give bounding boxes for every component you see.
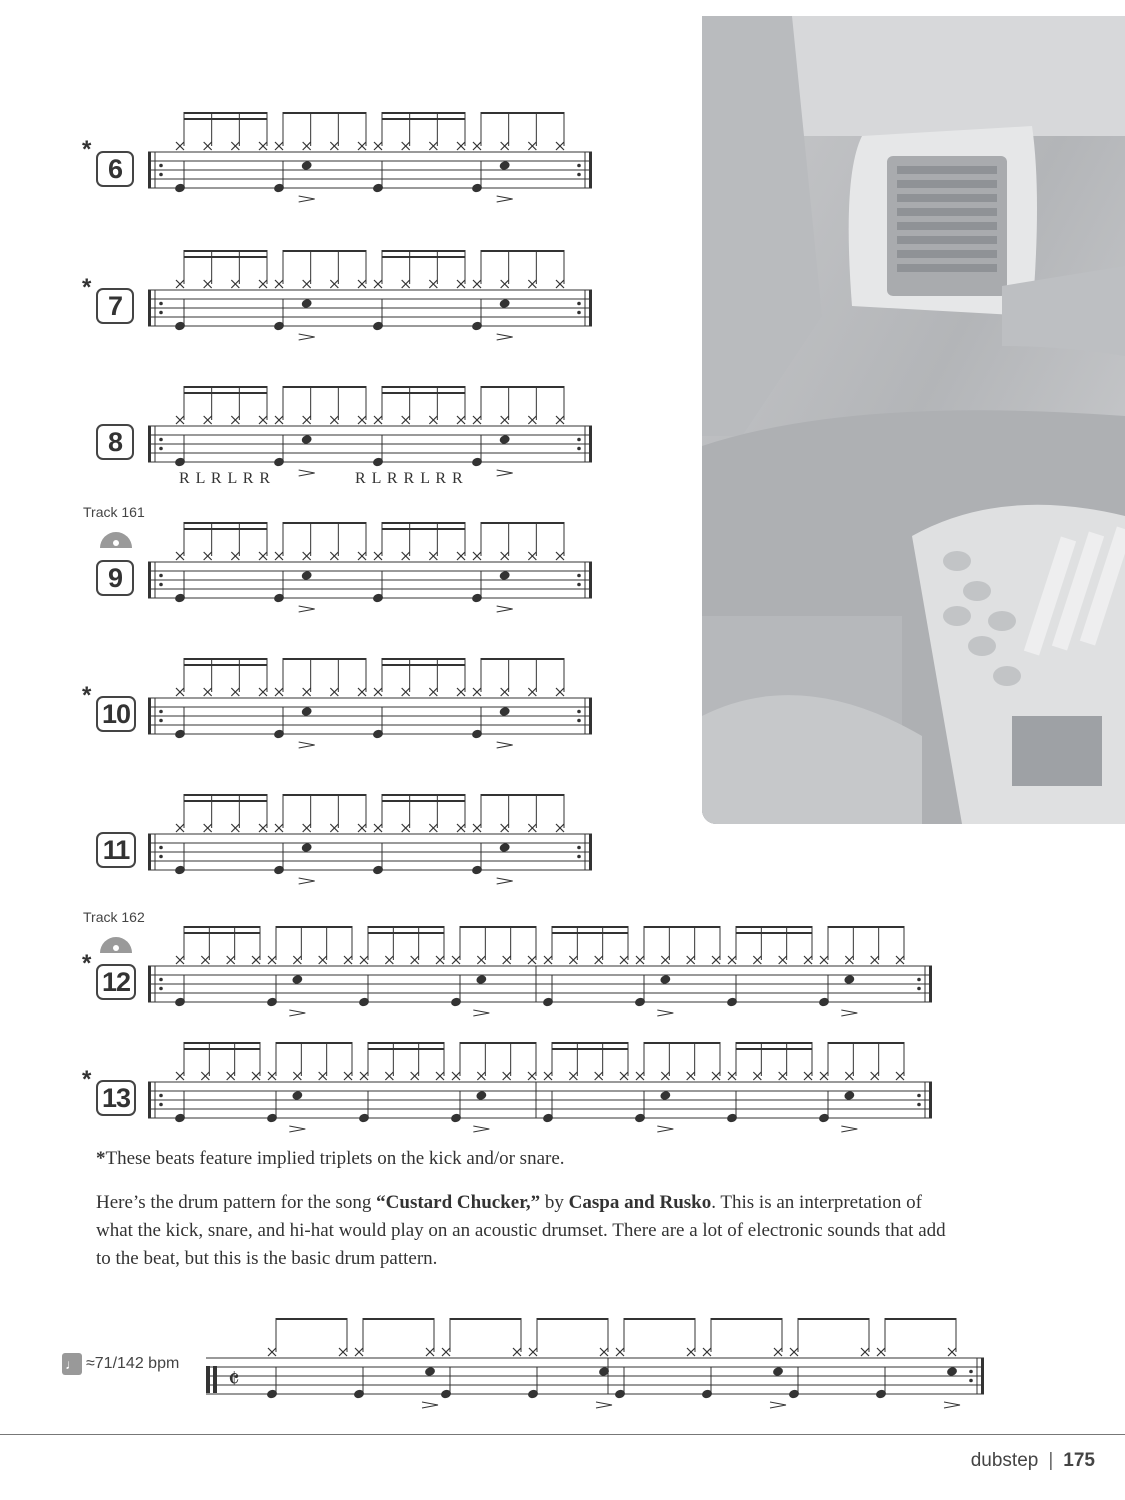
- note-beam: [537, 1318, 608, 1320]
- repeat-dot: [159, 164, 163, 168]
- note-beam: [184, 932, 260, 934]
- snare-note: [499, 842, 511, 853]
- triplet-asterisk: *: [82, 136, 92, 163]
- exercise-number: 10: [96, 696, 136, 732]
- snare-note: [291, 974, 303, 985]
- note-beam: [382, 250, 465, 252]
- repeat-dot: [577, 173, 581, 177]
- repeat-bar: [981, 1358, 984, 1394]
- para-lead: Here’s the drum pattern for the song: [96, 1192, 377, 1213]
- accent-mark: [497, 878, 513, 884]
- repeat-dot: [159, 855, 163, 859]
- repeat-dot: [577, 302, 581, 306]
- repeat-dot: [159, 311, 163, 315]
- accent-mark: [497, 742, 513, 748]
- snare-note: [659, 974, 671, 985]
- accent-mark: [473, 1010, 489, 1016]
- para-by: by: [540, 1192, 569, 1213]
- drum-staff: [146, 646, 596, 746]
- note-beam: [382, 522, 465, 524]
- repeat-dot: [159, 987, 163, 991]
- note-beam: [382, 794, 465, 796]
- tempo-marking: [62, 1353, 179, 1375]
- repeat-dot: [159, 846, 163, 850]
- accent-mark: [497, 196, 513, 202]
- note-beam: [184, 1048, 260, 1050]
- page-number: 175: [1063, 1450, 1095, 1471]
- repeat-bar: [589, 698, 592, 734]
- note-beam: [481, 658, 564, 660]
- note-beam: [363, 1318, 434, 1320]
- note-beam: [184, 926, 260, 928]
- snare-note: [291, 1090, 303, 1101]
- accent-mark: [299, 878, 315, 884]
- note-beam: [481, 250, 564, 252]
- repeat-bar: [589, 290, 592, 326]
- repeat-bar: [589, 426, 592, 462]
- repeat-dot: [577, 846, 581, 850]
- repeat-dot: [577, 311, 581, 315]
- song-description: [96, 1189, 956, 1273]
- accent-mark: [944, 1402, 960, 1408]
- note-beam: [450, 1318, 521, 1320]
- note-beam: [184, 800, 267, 802]
- repeat-dot: [159, 719, 163, 723]
- note-beam: [382, 256, 465, 258]
- note-beam: [283, 112, 366, 114]
- note-beam: [283, 522, 366, 524]
- page-footer: [971, 1450, 1095, 1472]
- repeat-dot: [159, 447, 163, 451]
- sticking-left: R L R L R R: [179, 470, 272, 487]
- drum-staff: [146, 914, 936, 1014]
- repeat-bar: [148, 152, 151, 188]
- snare-note: [499, 706, 511, 717]
- accent-mark: [289, 1126, 305, 1132]
- note-beam: [736, 1042, 812, 1044]
- snare-note: [301, 298, 313, 309]
- repeat-dot: [577, 710, 581, 714]
- repeat-bar: [148, 698, 151, 734]
- repeat-bar: [929, 966, 932, 1002]
- footer-separator: |: [1048, 1450, 1054, 1471]
- note-beam: [184, 1042, 260, 1044]
- note-beam: [368, 1042, 444, 1044]
- repeat-dot: [577, 438, 581, 442]
- repeat-bar: [148, 426, 151, 462]
- triplet-asterisk: *: [82, 950, 92, 977]
- note-beam: [382, 800, 465, 802]
- repeat-bar: [148, 562, 151, 598]
- note-beam: [184, 664, 267, 666]
- note-beam: [382, 528, 465, 530]
- snare-note: [499, 570, 511, 581]
- repeat-dot: [917, 978, 921, 982]
- note-beam: [368, 926, 444, 928]
- accent-mark: [841, 1126, 857, 1132]
- repeat-dot: [577, 583, 581, 587]
- note-beam: [382, 664, 465, 666]
- drum-staff: [146, 374, 596, 474]
- repeat-bar: [148, 834, 151, 870]
- note-beam: [184, 658, 267, 660]
- accent-mark: [657, 1126, 673, 1132]
- note-beam: [644, 1042, 720, 1044]
- note-beam: [368, 932, 444, 934]
- track-label: Track 162: [83, 909, 145, 925]
- footnote-text: These beats feature implied triplets on the kick and/or snare.: [105, 1148, 565, 1169]
- exercise-number: 13: [96, 1080, 136, 1116]
- para-rest: . This is an interpretation of what the kick, snare, and hi-hat would play on an acoustic drumset. There are a lot of electronic sounds that add to the beat, but this is the basic drum pattern.: [96, 1192, 946, 1269]
- accent-mark: [657, 1010, 673, 1016]
- footnote: [96, 1148, 565, 1170]
- snare-note: [424, 1366, 436, 1377]
- snare-note: [843, 974, 855, 985]
- note-beam: [624, 1318, 695, 1320]
- note-beam: [382, 392, 465, 394]
- repeat-bar: [148, 290, 151, 326]
- repeat-dot: [577, 855, 581, 859]
- note-beam: [382, 658, 465, 660]
- note-beam: [382, 386, 465, 388]
- repeat-dot: [159, 978, 163, 982]
- sticking-right: R L R R L R R: [355, 470, 464, 487]
- drum-staff: [146, 238, 596, 338]
- note-beam: [552, 932, 628, 934]
- footer-rule: [0, 1434, 1125, 1435]
- repeat-dot: [577, 164, 581, 168]
- accent-mark: [422, 1402, 438, 1408]
- triplet-asterisk: *: [82, 1066, 92, 1093]
- repeat-dot: [159, 438, 163, 442]
- repeat-dot: [577, 719, 581, 723]
- repeat-bar: [929, 1082, 932, 1118]
- percussion-clef: [206, 1366, 210, 1393]
- repeat-bar: [589, 834, 592, 870]
- tempo-text: ≈71/142 bpm: [86, 1355, 180, 1373]
- repeat-bar: [148, 966, 151, 1002]
- artist-name: Caspa and Rusko: [568, 1192, 712, 1213]
- cd-icon: [99, 525, 133, 559]
- note-beam: [460, 1042, 536, 1044]
- repeat-dot: [159, 574, 163, 578]
- note-beam: [828, 926, 904, 928]
- footnote-asterisk: *: [96, 1148, 106, 1169]
- note-beam: [382, 118, 465, 120]
- repeat-bar: [589, 152, 592, 188]
- accent-mark: [497, 606, 513, 612]
- exercise-number: 7: [96, 288, 134, 324]
- note-beam: [184, 118, 267, 120]
- note-beam: [382, 112, 465, 114]
- drum-staff: [146, 782, 596, 882]
- note-beam: [276, 926, 352, 928]
- snare-note: [301, 160, 313, 171]
- note-beam: [460, 926, 536, 928]
- snare-note: [301, 570, 313, 581]
- cut-time-sign: 𝄵: [228, 1365, 240, 1395]
- repeat-dot: [159, 583, 163, 587]
- repeat-dot: [917, 987, 921, 991]
- note-beam: [885, 1318, 956, 1320]
- repeat-dot: [917, 1094, 921, 1098]
- note-beam: [276, 1318, 347, 1320]
- repeat-dot: [159, 302, 163, 306]
- exercise-number: 11: [96, 832, 136, 868]
- note-beam: [481, 386, 564, 388]
- exercise-number: 12: [96, 964, 136, 1000]
- accent-mark: [473, 1126, 489, 1132]
- accent-mark: [596, 1402, 612, 1408]
- note-beam: [828, 1042, 904, 1044]
- cd-icon: [99, 930, 133, 964]
- track-label: Track 161: [83, 504, 145, 520]
- note-beam: [798, 1318, 869, 1320]
- note-beam: [184, 528, 267, 530]
- note-beam: [184, 112, 267, 114]
- note-beam: [552, 926, 628, 928]
- snare-note: [772, 1366, 784, 1377]
- note-beam: [283, 794, 366, 796]
- note-beam: [184, 256, 267, 258]
- exercise-number: 9: [96, 560, 134, 596]
- snare-note: [499, 434, 511, 445]
- note-beam: [481, 794, 564, 796]
- accent-mark: [497, 334, 513, 340]
- repeat-bar: [589, 562, 592, 598]
- repeat-bar: [148, 1082, 151, 1118]
- note-beam: [184, 250, 267, 252]
- accent-mark: [289, 1010, 305, 1016]
- drum-staff: [146, 1030, 936, 1130]
- note-beam: [552, 1048, 628, 1050]
- snare-note: [475, 1090, 487, 1101]
- snare-note: [843, 1090, 855, 1101]
- repeat-dot: [159, 1094, 163, 1098]
- repeat-dot: [969, 1379, 973, 1383]
- note-beam: [184, 522, 267, 524]
- accent-mark: [497, 470, 513, 476]
- snare-note: [499, 298, 511, 309]
- exercise-number: 8: [96, 424, 134, 460]
- note-beam: [276, 1042, 352, 1044]
- snare-note: [301, 842, 313, 853]
- accent-mark: [299, 334, 315, 340]
- note-beam: [481, 522, 564, 524]
- note-beam: [736, 1048, 812, 1050]
- percussion-clef: [213, 1366, 217, 1393]
- accent-mark: [299, 196, 315, 202]
- snare-note: [475, 974, 487, 985]
- note-beam: [184, 392, 267, 394]
- repeat-dot: [577, 574, 581, 578]
- song-title: “Custard Chucker,”: [376, 1192, 541, 1213]
- snare-note: [659, 1090, 671, 1101]
- repeat-dot: [577, 447, 581, 451]
- repeat-dot: [969, 1370, 973, 1374]
- triplet-asterisk: *: [82, 682, 92, 709]
- repeat-dot: [917, 1103, 921, 1107]
- drum-staff: [146, 510, 596, 610]
- section-name: dubstep: [970, 1450, 1039, 1471]
- snare-note: [301, 706, 313, 717]
- musician-photo: [702, 16, 1125, 824]
- exercise-number: 6: [96, 151, 134, 187]
- snare-note: [301, 434, 313, 445]
- note-beam: [283, 658, 366, 660]
- accent-mark: [299, 606, 315, 612]
- note-beam: [481, 112, 564, 114]
- accent-mark: [841, 1010, 857, 1016]
- note-beam: [711, 1318, 782, 1320]
- repeat-dot: [159, 1103, 163, 1107]
- snare-note: [946, 1366, 958, 1377]
- repeat-dot: [159, 710, 163, 714]
- note-beam: [184, 386, 267, 388]
- triplet-asterisk: *: [82, 274, 92, 301]
- accent-mark: [770, 1402, 786, 1408]
- note-beam: [736, 932, 812, 934]
- note-beam: [552, 1042, 628, 1044]
- song-drum-staff: [204, 1306, 994, 1406]
- accent-mark: [299, 470, 315, 476]
- quarter-note-icon: ♩: [62, 1353, 82, 1375]
- accent-mark: [299, 742, 315, 748]
- note-beam: [368, 1048, 444, 1050]
- drum-staff: [146, 100, 596, 200]
- note-beam: [184, 794, 267, 796]
- note-beam: [283, 250, 366, 252]
- note-beam: [644, 926, 720, 928]
- repeat-dot: [159, 173, 163, 177]
- note-beam: [283, 386, 366, 388]
- snare-note: [499, 160, 511, 171]
- note-beam: [736, 926, 812, 928]
